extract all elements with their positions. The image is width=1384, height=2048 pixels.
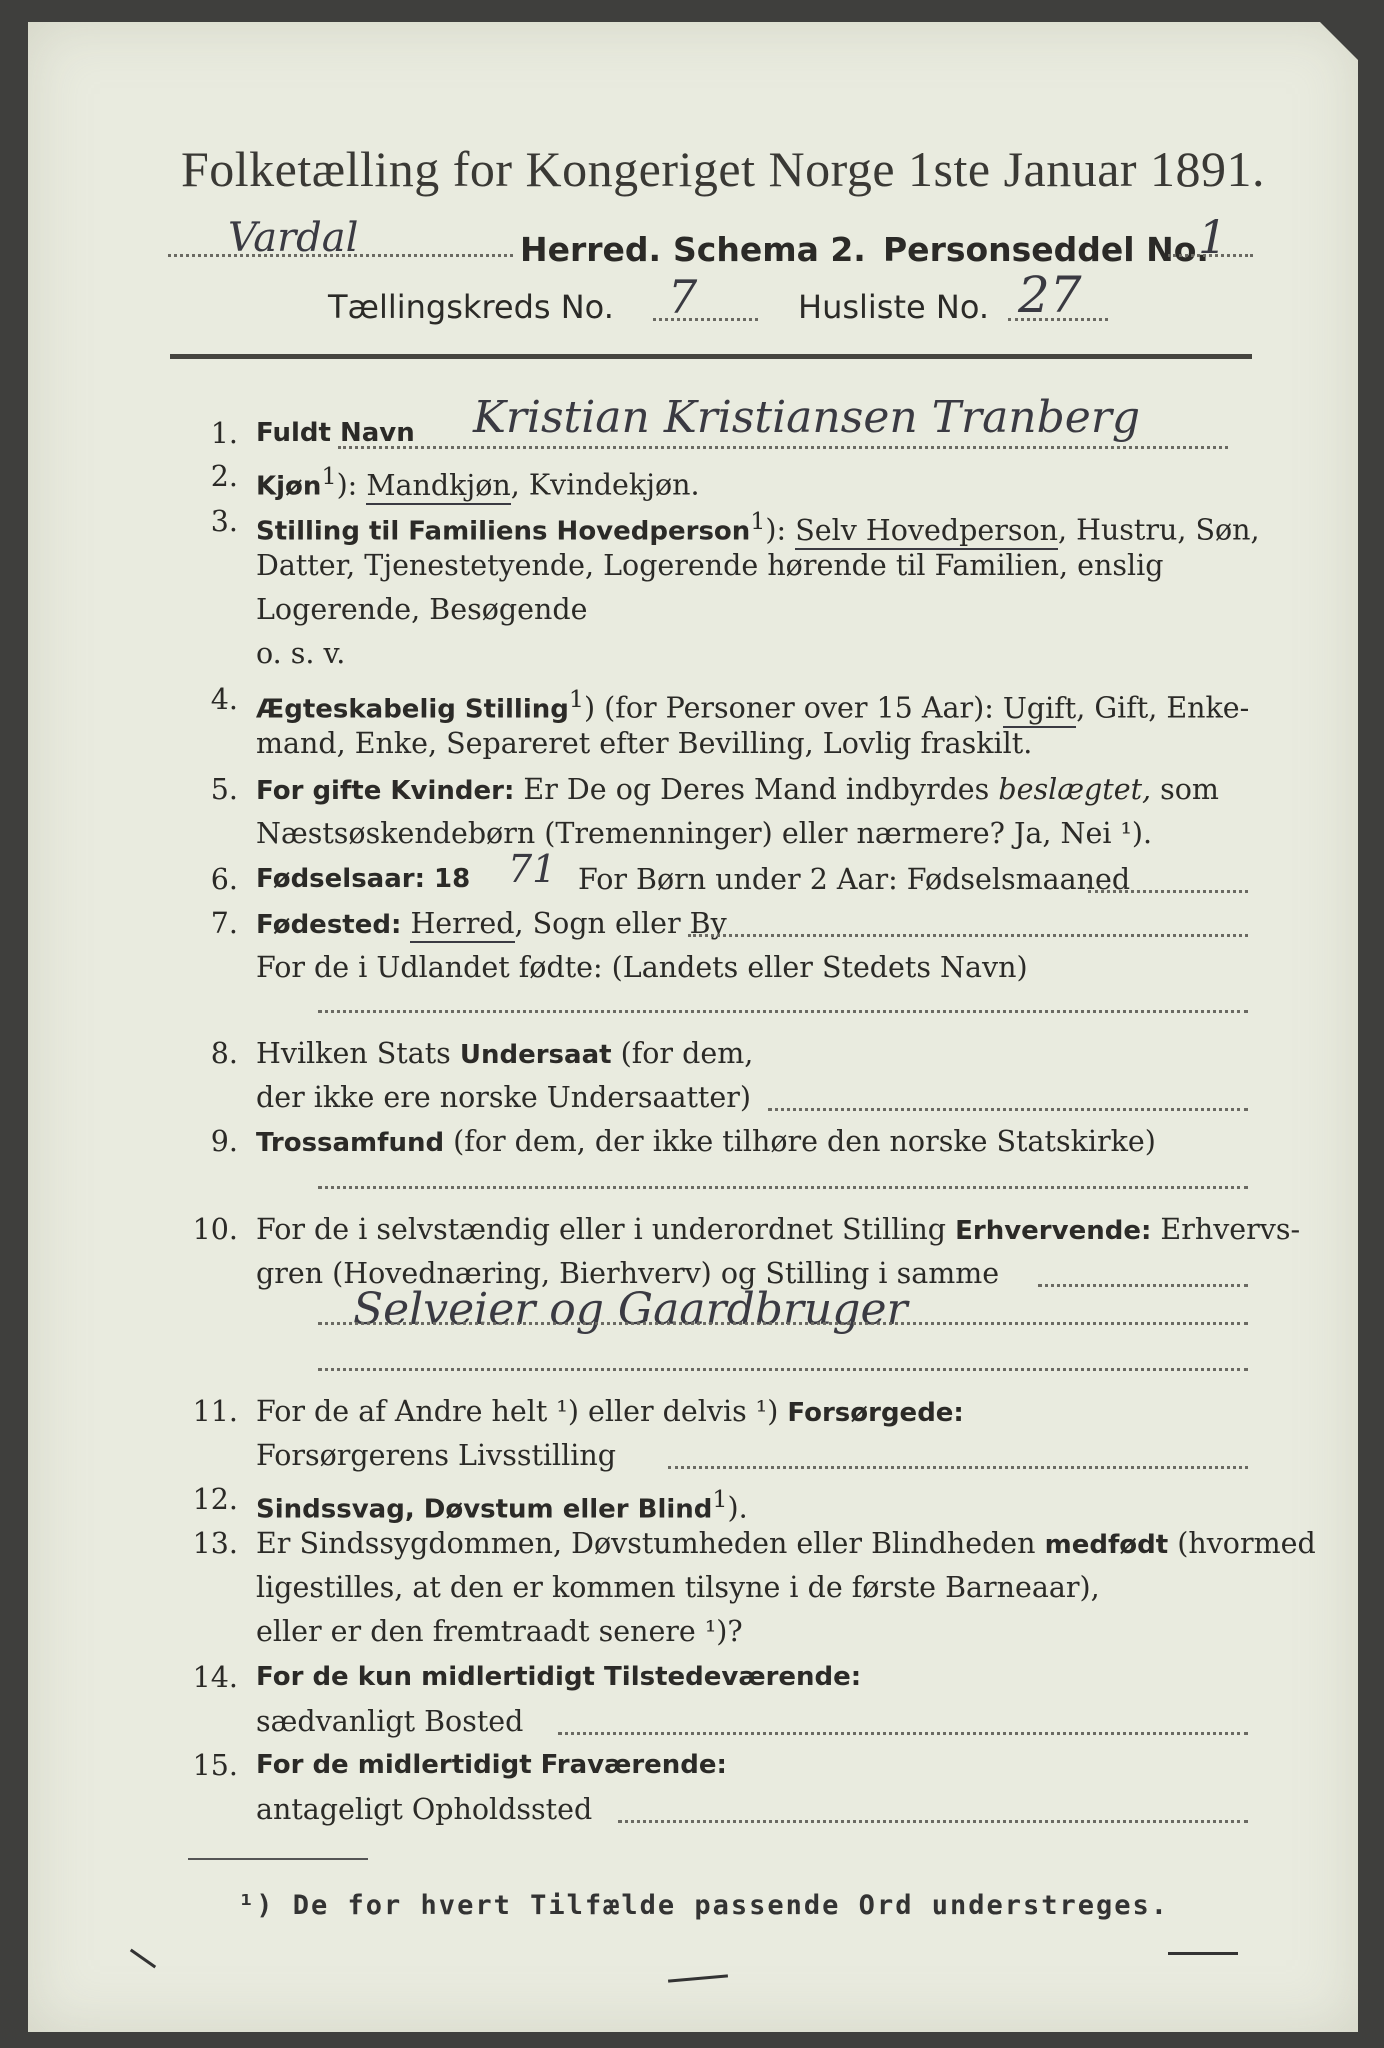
item-label: Fødested: bbox=[256, 910, 402, 940]
personseddel-value: 1 bbox=[1198, 210, 1228, 264]
underlined-choice: Selv Hovedperson bbox=[795, 514, 1058, 550]
item-text: antageligt Opholdssted bbox=[256, 1793, 593, 1826]
item-number: 13. bbox=[192, 1527, 238, 1560]
footnote-ref: 1 bbox=[321, 462, 337, 490]
husliste-label: Husliste No. bbox=[798, 288, 989, 326]
birth-month-dots bbox=[1088, 890, 1248, 893]
header-rule bbox=[170, 354, 1252, 359]
supporter-dots bbox=[668, 1466, 1248, 1469]
item-number: 2. bbox=[210, 460, 238, 493]
residence-dots bbox=[558, 1732, 1248, 1735]
item-text: mand, Enke, Separeret efter Bevilling, Lovlig fraskilt. bbox=[256, 727, 1033, 760]
birthplace-dots bbox=[688, 934, 1248, 937]
item-label: Trossamfund bbox=[256, 1128, 445, 1158]
item-text: , Sogn eller By bbox=[514, 907, 727, 940]
item-number: 7. bbox=[210, 907, 238, 940]
item-text: , Hustru, Søn, bbox=[1057, 513, 1260, 547]
form-title: Folketælling for Kongeriget Norge 1ste Januar 1891. bbox=[180, 141, 1266, 197]
footnote-rule bbox=[188, 1858, 368, 1860]
ink-mark bbox=[668, 1974, 728, 1982]
item-text: (for dem, bbox=[611, 1037, 754, 1070]
item-text: o. s. v. bbox=[256, 637, 346, 670]
item-text: Logerende, Besøgende bbox=[256, 593, 588, 626]
item-number: 11. bbox=[192, 1395, 238, 1428]
underlined-choice: Mandkjøn bbox=[366, 469, 510, 505]
herred-label: Herred. bbox=[520, 230, 662, 269]
item-label: Sindssvag, Døvstum eller Blind bbox=[256, 1494, 713, 1525]
item-text: ). bbox=[727, 1491, 748, 1525]
item-text: For Børn under 2 Aar: Fødselsmaaned bbox=[578, 863, 1131, 896]
item-label: For de i selvstændig eller i underordnet Stilling bbox=[256, 1213, 947, 1246]
occupation-dots bbox=[1038, 1284, 1248, 1287]
item-text: Næstsøskendebørn (Tremenninger) eller nærmere? Ja, Nei ¹). bbox=[256, 817, 1153, 850]
kreds-value: 7 bbox=[668, 270, 698, 324]
ink-mark bbox=[130, 1949, 156, 1969]
footnote-ref: 1 bbox=[712, 1485, 728, 1513]
item-number: 5. bbox=[210, 773, 238, 806]
birth-year-value: 71 bbox=[508, 847, 557, 891]
item-text: sædvanligt Bosted bbox=[256, 1705, 524, 1738]
item-text: ): bbox=[336, 468, 367, 502]
item-label: For gifte Kvinder: bbox=[256, 776, 515, 806]
item-text: beslægtet, bbox=[998, 773, 1152, 806]
item-label: Fødselsaar: 18 bbox=[256, 864, 471, 894]
item-number: 15. bbox=[192, 1749, 238, 1782]
item-label: For de kun midlertidigt Tilstedeværende: bbox=[256, 1662, 862, 1692]
item-number: 8. bbox=[210, 1037, 238, 1070]
item-number: 12. bbox=[192, 1483, 238, 1516]
item-label: Stilling til Familiens Hovedperson bbox=[256, 516, 751, 547]
item-label: Undersaat bbox=[459, 1040, 612, 1070]
census-form-sheet bbox=[28, 22, 1358, 2032]
kreds-dots bbox=[653, 318, 758, 321]
item-label: Fuldt Navn bbox=[256, 418, 415, 448]
occupation-value: Selveier og Gaardbruger bbox=[353, 1284, 908, 1335]
footnote: ¹) De for hvert Tilfælde passende Ord understreges. bbox=[238, 1890, 1170, 1921]
item-number: 4. bbox=[210, 683, 238, 716]
footnote-ref: 1 bbox=[568, 685, 584, 713]
item-text: ): bbox=[765, 513, 796, 547]
husliste-dots bbox=[1008, 318, 1108, 321]
schema-label: Schema 2. bbox=[673, 230, 866, 269]
religion-dots bbox=[318, 1186, 1248, 1189]
abroad-dots bbox=[318, 1010, 1248, 1013]
item-text: der ikke ere norske Undersaatter) bbox=[256, 1081, 751, 1114]
item-label: Ægteskabelig Stilling bbox=[256, 694, 569, 725]
item-text: , Kvindekjøn. bbox=[510, 468, 700, 502]
folded-corner bbox=[1320, 22, 1358, 60]
item-number: 10. bbox=[192, 1213, 238, 1246]
item-text: Er De og Deres Mand indbyrdes bbox=[514, 773, 999, 806]
item-label: Er Sindssygdommen, Døvstumheden eller Blindheden bbox=[256, 1527, 1036, 1560]
full-name-value: Kristian Kristiansen Tranberg bbox=[473, 392, 1141, 443]
item-label: For de midlertidigt Fraværende: bbox=[256, 1750, 727, 1780]
item-label: Erhvervende: bbox=[955, 1216, 1152, 1246]
item-text: gren (Hovednæring, Bierhverv) og Stilling i samme bbox=[256, 1257, 1000, 1290]
item-text: eller er den fremtraadt senere ¹)? bbox=[256, 1615, 743, 1648]
kreds-label: Tællingskreds No. bbox=[328, 288, 614, 326]
item-text: (hvormed bbox=[1168, 1527, 1316, 1560]
item-number: 6. bbox=[210, 863, 238, 896]
occupation-dots-3 bbox=[318, 1368, 1248, 1371]
item-label: medfødt bbox=[1044, 1530, 1169, 1560]
item-text: ligestilles, at den er kommen tilsyne i de første Barneaar), bbox=[256, 1571, 1100, 1604]
item-label: Kjøn bbox=[256, 471, 322, 502]
item-label: Forsørgede: bbox=[787, 1398, 964, 1428]
item-text: ) (for Personer over 15 Aar): bbox=[583, 691, 1003, 725]
item-text: som bbox=[1151, 773, 1219, 806]
item-text: Forsørgerens Livsstilling bbox=[256, 1439, 616, 1472]
item-number: 14. bbox=[192, 1661, 238, 1694]
item-text: Erhvervs- bbox=[1151, 1213, 1301, 1246]
citizenship-dots bbox=[768, 1108, 1248, 1111]
personseddel-label: Personseddel No. bbox=[883, 230, 1209, 269]
item-number: 9. bbox=[210, 1125, 238, 1158]
name-dots bbox=[338, 446, 1228, 449]
husliste-value: 27 bbox=[1018, 266, 1082, 324]
item-text: For de i Udlandet fødte: (Landets eller Stedets Navn) bbox=[256, 951, 1028, 984]
item-label: Hvilken Stats bbox=[256, 1037, 451, 1070]
occupation-dots-2 bbox=[318, 1322, 1248, 1325]
underlined-choice: Herred bbox=[410, 907, 514, 943]
personseddel-dots bbox=[1168, 254, 1253, 257]
herred-dots bbox=[168, 254, 513, 257]
underlined-choice: Ugift bbox=[1003, 692, 1076, 728]
ink-mark bbox=[1168, 1952, 1238, 1955]
herred-value: Vardal bbox=[228, 215, 359, 261]
footnote-ref: 1 bbox=[750, 507, 766, 535]
item-number: 3. bbox=[210, 505, 238, 538]
item-label: For de af Andre helt ¹) eller delvis ¹) bbox=[256, 1395, 779, 1428]
item-text: Datter, Tjenestetyende, Logerende hørende til Familien, enslig bbox=[256, 549, 1164, 582]
whereabouts-dots bbox=[618, 1820, 1248, 1823]
item-text: (for dem, der ikke tilhøre den norske Statskirke) bbox=[444, 1125, 1156, 1158]
item-number: 1. bbox=[210, 417, 238, 450]
item-text: , Gift, Enke- bbox=[1076, 691, 1250, 725]
